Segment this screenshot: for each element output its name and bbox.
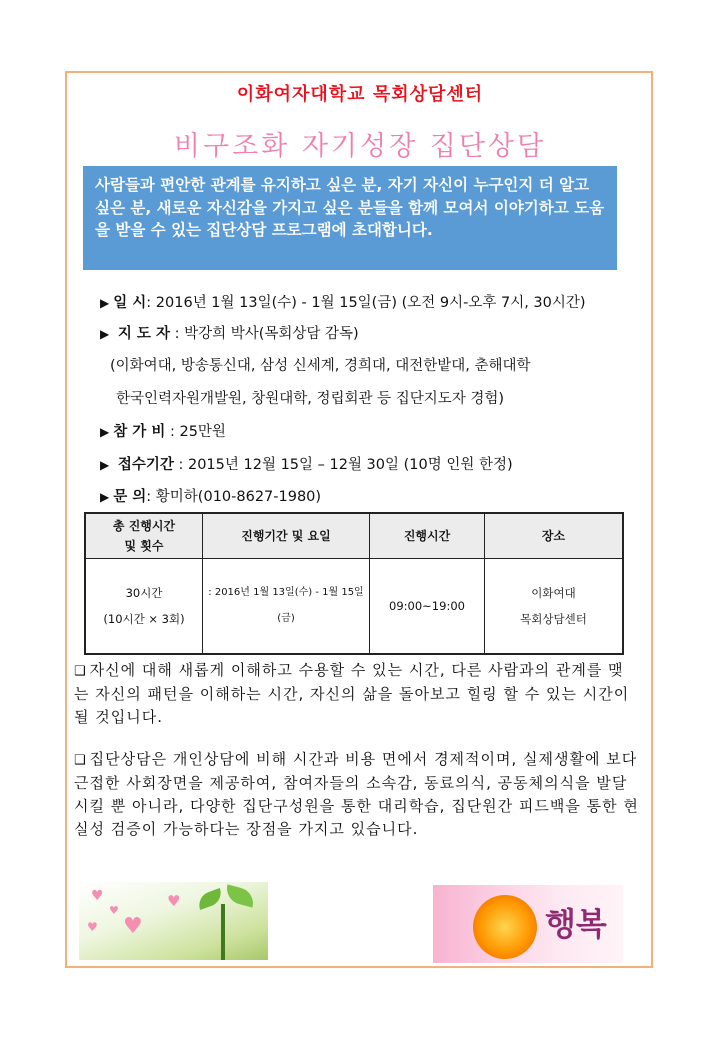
fee-value: : 25만원 xyxy=(169,424,226,440)
registration-value: : 2015년 12월 15일 – 12월 30일 (10명 인원 한정) xyxy=(178,457,513,473)
leader-note-2: 한국인력자원개발원, 창원대학, 정립회관 등 집단지도자 경험) xyxy=(116,391,505,407)
schedule-value: : 2016년 1월 13일(수) - 1월 15일(금) (오전 9시-오후 7시, 30시간) xyxy=(146,295,586,311)
black-right-triangle-icon: ▶ xyxy=(100,327,110,341)
paragraph-1 xyxy=(74,659,639,729)
table-header-row xyxy=(85,513,623,559)
info-registration xyxy=(100,455,513,475)
leaf-icon xyxy=(223,884,256,907)
leader-value: : 박강희 박사(목회상담 감독) xyxy=(174,326,359,342)
paragraph-2-text: 집단상담은 개인상담에 비해 시간과 비용 면에서 경제적이며, 실제생활에 보다 근접한 사회장면을 제공하여, 참여자들의 소속감, 동료의식, 공동체의식을 발달시킬 뿐 아니라, 다양한 집단구성원을 통한 대리학습, 집단원간 피드백을 통한 현실성 검증이 가능하다는 장점을 가지고 있습니다. xyxy=(74,750,639,838)
heart-icon: ♥ xyxy=(87,920,98,934)
header-period: 진행기간 및 요일 xyxy=(203,513,370,559)
schedule-label: 일 시 xyxy=(113,295,147,311)
heart-icon: ♥ xyxy=(109,904,119,917)
cell-time: 09:00~19:00 xyxy=(370,559,485,655)
info-leader xyxy=(100,324,359,344)
sun-icon xyxy=(473,895,537,959)
info-contact xyxy=(100,487,321,507)
total-hours: 30시간 xyxy=(125,586,163,600)
ballot-box-icon: ❑ xyxy=(74,753,87,768)
sprout-hearts-image xyxy=(79,882,268,960)
contact-label: 문 의 xyxy=(113,489,147,505)
header-place: 장소 xyxy=(485,513,624,559)
organization-name: 이화여자대학교 목회상담센터 xyxy=(236,84,484,105)
cell-place xyxy=(485,559,624,655)
contact-value: : 황미하(010-8627-1980) xyxy=(146,489,322,505)
paragraph-1-text: 자신에 대해 새롭게 이해하고 수용할 수 있는 시간, 다른 사람과의 관계를 맺는 자신의 패턴을 이해하는 시간, 자신의 삶을 돌아보고 힐링 할 수 있는 시간이 될 것입니다. xyxy=(74,661,630,726)
happiness-image xyxy=(433,885,623,963)
registration-label: 접수기간 xyxy=(117,457,174,473)
fee-label: 참 가 비 xyxy=(113,424,166,440)
black-right-triangle-icon: ▶ xyxy=(100,490,110,504)
leader-label: 지 도 자 xyxy=(117,326,170,342)
heart-icon: ♥ xyxy=(123,914,143,939)
info-fee xyxy=(100,422,226,442)
leader-note-1: (이화여대, 방송통신대, 삼성 신세계, 경희대, 대전한밭대, 춘해대학 xyxy=(110,358,531,374)
header-time: 진행시간 xyxy=(370,513,485,559)
sprout-stem xyxy=(221,904,225,960)
place-line-2: 목회상담센터 xyxy=(520,612,587,626)
total-sessions: (10시간 × 3회) xyxy=(103,612,185,626)
intro-text: 사람들과 편안한 관계를 유지하고 싶은 분, 자기 자신이 누구인지 더 알고 싶은 분, 새로운 자신감을 가지고 싶은 분들을 함께 모여서 이야기하고 도움을 받을 수 있는 집단상담 프로그램에 초대합니다. xyxy=(95,176,605,239)
program-title: 비구조화 자기성장 집단상담 xyxy=(173,131,547,162)
info-schedule xyxy=(100,293,586,313)
place-line-1: 이화여대 xyxy=(531,586,576,600)
header-total: 총 진행시간 및 횟수 xyxy=(85,513,203,559)
black-right-triangle-icon: ▶ xyxy=(100,296,110,310)
cell-period: : 2016년 1월 13일(수) - 1월 15일(금) xyxy=(203,559,370,655)
heart-icon: ♥ xyxy=(167,892,181,910)
black-right-triangle-icon: ▶ xyxy=(100,458,110,472)
schedule-table xyxy=(84,512,624,655)
ballot-box-icon: ❑ xyxy=(74,664,87,679)
heart-icon: ♥ xyxy=(91,888,104,904)
black-right-triangle-icon: ▶ xyxy=(100,425,110,439)
happiness-text: 행복 xyxy=(545,905,607,943)
cell-total xyxy=(85,559,203,655)
intro-box xyxy=(83,166,617,270)
table-row xyxy=(85,559,623,655)
paragraph-2 xyxy=(74,748,639,841)
